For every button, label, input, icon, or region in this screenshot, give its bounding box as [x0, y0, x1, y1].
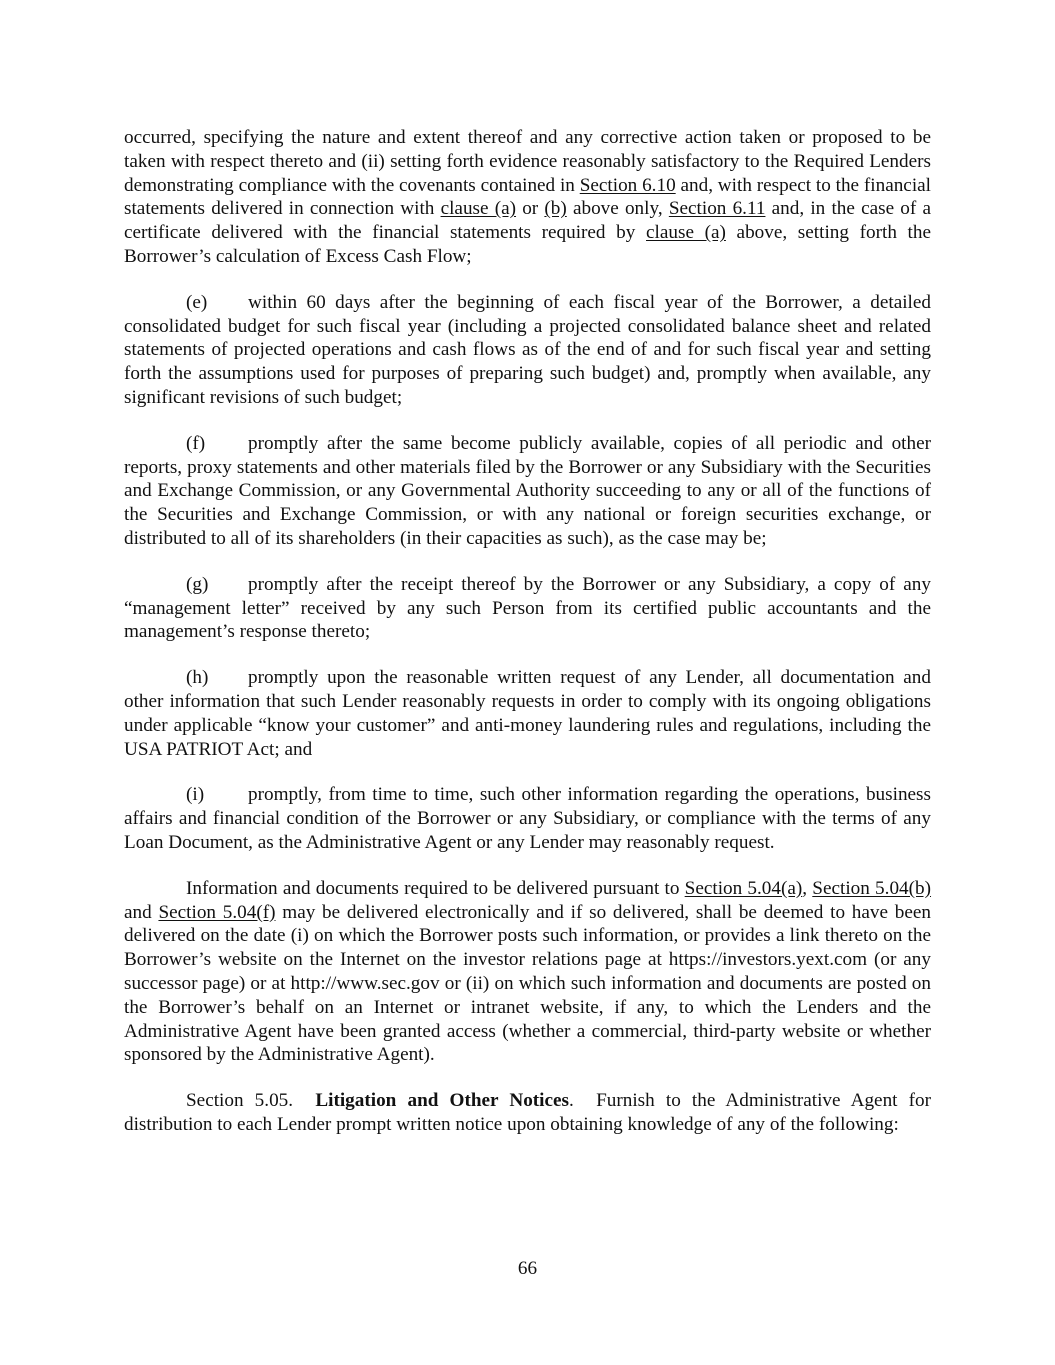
clause-d-continuation	[124, 126, 931, 269]
clause-a-reference: clause (a)	[440, 198, 517, 220]
section-5-04-b-reference: Section 5.04(b)	[812, 877, 932, 899]
section-5-04-a-reference: Section 5.04(a)	[684, 877, 803, 899]
clause-h	[124, 666, 931, 761]
clause-g	[124, 573, 931, 644]
clause-label: (f)	[186, 432, 206, 454]
paragraph-text: and	[124, 901, 159, 923]
section-5-04-f-reference: Section 5.04(f)	[158, 901, 276, 923]
clause-label: (i)	[186, 784, 205, 806]
paragraph-text: ,	[802, 877, 813, 899]
clause-f	[124, 432, 931, 551]
section-6-10-reference: Section 6.10	[579, 174, 676, 196]
clause-text: promptly, from time to time, such other information regarding the operations, business affairs and financial condition of the Borrower or any Subsidiary, or compliance with the terms of any Loan Document, as the Administrative Agent or any Lender may reasonably request.	[124, 784, 931, 853]
clause-label: (g)	[186, 573, 209, 595]
clause-text: promptly after the receipt thereof by the Borrower or any Subsidiary, a copy of any “management letter” received by any such Person from its certified public accountants and the management’s response thereto;	[124, 573, 931, 643]
clause-d-text: occurred, specifying the nature and extent thereof and any corrective action taken or proposed to be taken with respect thereto and (ii) setting forth evidence reasonably satisfactory to the Required Lenders demonstrating compliance with the covenants contained in	[124, 127, 931, 196]
clause-a-reference: clause (a)	[646, 222, 726, 244]
clause-text: promptly upon the reasonable written request of any Lender, all documentation and other information that such Lender reasonably requests in order to comply with its ongoing obligations under applicable “know your customer” and anti-money laundering rules and regulations, including the USA PATRIOT Act; and	[124, 667, 931, 760]
paragraph-text: may be delivered electronically and if so delivered, shall be deemed to have been delivered on the date (i) on which the Borrower posts such information, or provides a link thereto on the Borrower’s website on the Internet on the investor relations page at https://investors.yext.com (or any successor page) or at http://www.sec.gov or (ii) on which such information and documents are posted on the Borrower’s behalf on an Internet or intranet website, if any, to which the Lenders and the Administrative Agent have been granted access (whether a commercial, third-party website or whether sponsored by the Administrative Agent).	[124, 901, 931, 1066]
clause-d-text: or	[516, 198, 545, 220]
document-page	[124, 126, 931, 1159]
clause-b-reference: (b)	[544, 198, 567, 220]
clause-d-text: and, in the case of a certificate delivered with the financial statements required by	[124, 198, 932, 244]
clause-i	[124, 783, 931, 854]
section-number: Section 5.05.	[186, 1090, 294, 1112]
clause-label: (h)	[186, 667, 209, 689]
paragraph-text: Information and documents required to be delivered pursuant to	[186, 877, 685, 899]
page-number: 66	[517, 1258, 538, 1279]
clause-d-text: above, setting forth the Borrower’s calculation of Excess Cash Flow;	[124, 222, 932, 267]
electronic-delivery-paragraph	[124, 877, 931, 1067]
clause-text: within 60 days after the beginning of each fiscal year of the Borrower, a detailed consolidated budget for such fiscal year (including a projected consolidated balance sheet and related statements of projected operations and cash flows as of the end of and for such fiscal year and setting forth the assumptions used for purposes of preparing such budget) and, promptly when available, any significant revisions of such budget;	[124, 291, 931, 408]
clause-label: (e)	[186, 291, 208, 313]
section-heading: Litigation and Other Notices	[315, 1090, 570, 1112]
clause-d-text: and, with respect to the financial statements delivered in connection with	[124, 174, 931, 220]
clause-d-text: above only,	[566, 198, 669, 220]
clause-text: promptly after the same become publicly available, copies of all periodic and other reports, proxy statements and other materials filed by the Borrower or any Subsidiary with the Securities and Exchange Commission, or any Governmental Authority succeeding to any or all of the functions of the Securities and Exchange Commission, or with any national or foreign securities exchange, or distributed to all of its shareholders (in their capacities as such), as the case may be;	[124, 432, 931, 549]
section-text: Furnish to the Administrative Agent for distribution to each Lender prompt written notice upon obtaining knowledge of any of the following:	[124, 1090, 932, 1135]
section-5-05: Section 5.05. Litigation and Other Notices. Furnish to the Administrative Agent for distribution to each Lender prompt written notice upon obtaining knowledge of any of the following:	[124, 1090, 932, 1135]
section-6-11-reference: Section 6.11	[668, 198, 766, 220]
clause-e	[124, 291, 931, 410]
